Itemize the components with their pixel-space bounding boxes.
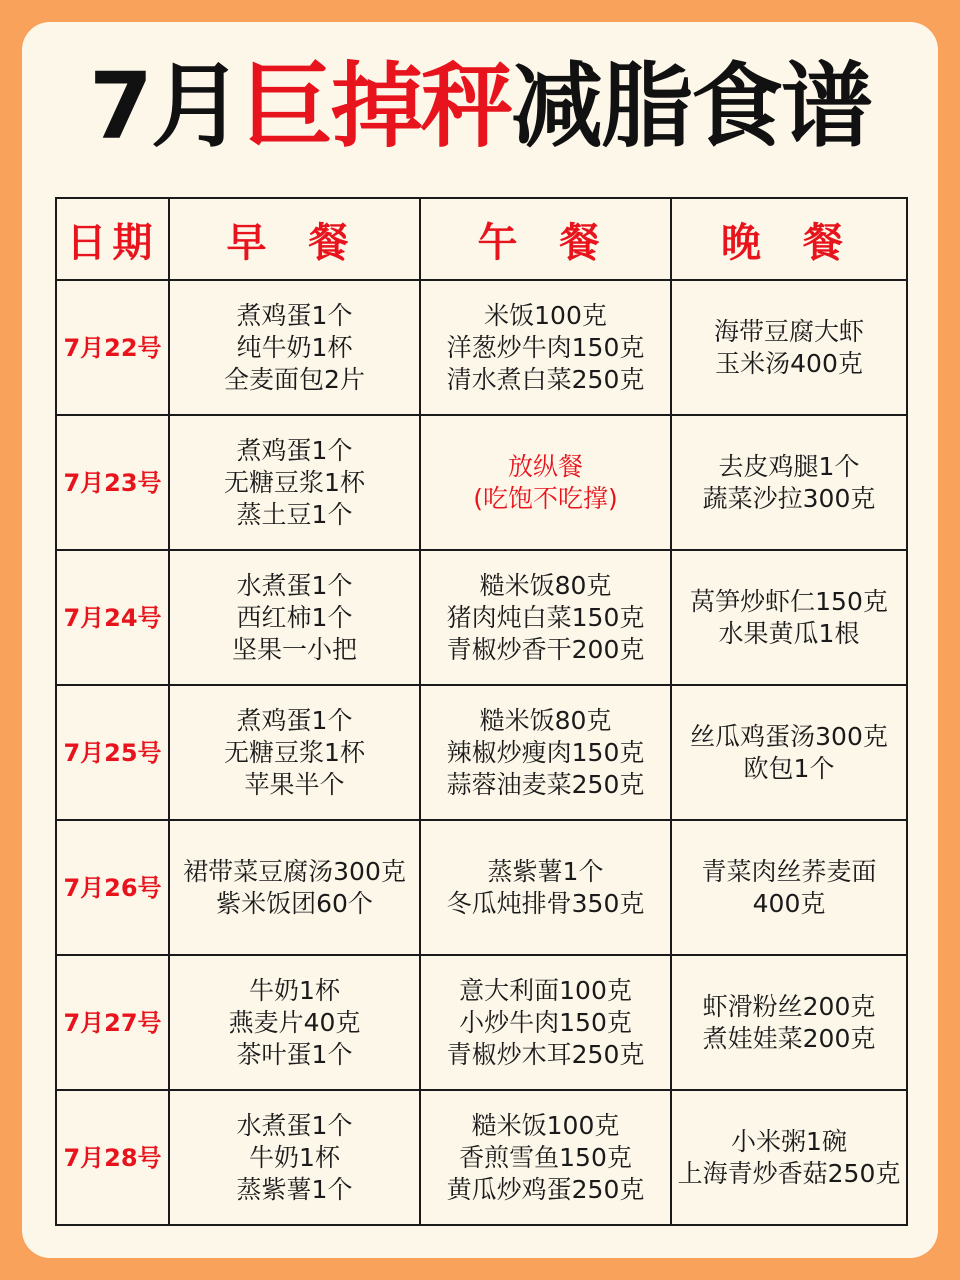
table-row <box>56 280 907 415</box>
breakfast-item: 蒸紫薯1个 <box>236 1174 353 1204</box>
breakfast-cell <box>169 550 420 685</box>
lunch-item: 青椒炒木耳250克 <box>446 1039 645 1069</box>
header-lunch: 午 餐 <box>420 198 671 280</box>
breakfast-item: 坚果一小把 <box>231 634 357 664</box>
breakfast-item: 蒸土豆1个 <box>236 499 353 529</box>
date-cell: 7月27号 <box>56 955 169 1090</box>
lunch-item: 糙米饭80克 <box>479 570 612 600</box>
dinner-cell <box>671 820 907 955</box>
breakfast-item: 裙带菜豆腐汤300克 <box>183 856 406 886</box>
dinner-item: 蔬菜沙拉300克 <box>702 483 876 513</box>
dinner-cell <box>671 280 907 415</box>
breakfast-item: 西红柿1个 <box>236 602 353 632</box>
breakfast-item: 全麦面包2片 <box>224 364 365 394</box>
breakfast-cell <box>169 820 420 955</box>
header-dinner: 晚 餐 <box>671 198 907 280</box>
lunch-item: (吃饱不吃撑) <box>473 483 618 513</box>
dinner-cell <box>671 415 907 550</box>
header-breakfast: 早 餐 <box>169 198 420 280</box>
lunch-item: 糙米饭80克 <box>479 705 612 735</box>
table-row <box>56 955 907 1090</box>
breakfast-item: 煮鸡蛋1个 <box>236 705 353 735</box>
dinner-cell <box>671 550 907 685</box>
dinner-item: 青菜肉丝荞麦面 <box>701 856 877 886</box>
lunch-item: 清水煮白菜250克 <box>446 364 645 394</box>
lunch-cell <box>420 550 671 685</box>
title-suffix: 减脂食谱 <box>511 53 872 160</box>
dinner-item: 水果黄瓜1根 <box>718 618 860 648</box>
date-cell: 7月23号 <box>56 415 169 550</box>
lunch-item: 意大利面100克 <box>459 975 632 1005</box>
lunch-item: 蒸紫薯1个 <box>487 856 604 886</box>
lunch-item: 放纵餐 <box>507 451 583 481</box>
lunch-cell <box>420 280 671 415</box>
lunch-cell <box>420 415 671 550</box>
lunch-item: 冬瓜炖排骨350克 <box>446 888 645 918</box>
table-row <box>56 685 907 820</box>
dinner-item: 上海青炒香菇250克 <box>677 1158 901 1188</box>
breakfast-item: 牛奶1杯 <box>249 1142 340 1172</box>
dinner-item: 去皮鸡腿1个 <box>718 451 860 481</box>
dinner-item: 400克 <box>752 888 826 918</box>
breakfast-item: 无糖豆浆1杯 <box>224 737 365 767</box>
breakfast-item: 牛奶1杯 <box>249 975 340 1005</box>
lunch-item: 蒜蓉油麦菜250克 <box>446 769 645 799</box>
breakfast-item: 无糖豆浆1杯 <box>224 467 365 497</box>
dinner-item: 海带豆腐大虾 <box>713 316 864 346</box>
breakfast-item: 煮鸡蛋1个 <box>236 300 353 330</box>
dinner-item: 丝瓜鸡蛋汤300克 <box>690 721 888 751</box>
dinner-cell <box>671 1090 907 1225</box>
lunch-item: 辣椒炒瘦肉150克 <box>446 737 645 767</box>
meal-plan-table <box>55 197 908 1226</box>
breakfast-cell <box>169 1090 420 1225</box>
breakfast-item: 煮鸡蛋1个 <box>236 435 353 465</box>
dinner-cell <box>671 685 907 820</box>
breakfast-cell <box>169 955 420 1090</box>
breakfast-item: 水煮蛋1个 <box>236 1110 353 1140</box>
dinner-item: 莴笋炒虾仁150克 <box>690 586 888 616</box>
lunch-cell <box>420 685 671 820</box>
date-cell: 7月28号 <box>56 1090 169 1225</box>
breakfast-cell <box>169 685 420 820</box>
dinner-item: 玉米汤400克 <box>715 348 863 378</box>
breakfast-cell <box>169 415 420 550</box>
lunch-item: 猪肉炖白菜150克 <box>446 602 645 632</box>
lunch-item: 米饭100克 <box>484 300 607 330</box>
date-cell: 7月26号 <box>56 820 169 955</box>
title-prefix: 7月 <box>88 53 241 160</box>
lunch-cell <box>420 955 671 1090</box>
breakfast-item: 紫米饭团60个 <box>216 888 373 918</box>
dinner-cell <box>671 955 907 1090</box>
dinner-item: 小米粥1碗 <box>731 1126 847 1156</box>
table-row <box>56 415 907 550</box>
dinner-item: 欧包1个 <box>743 753 835 783</box>
breakfast-cell <box>169 280 420 415</box>
header-date: 日期 <box>56 198 169 280</box>
table-row <box>56 1090 907 1225</box>
lunch-item: 小炒牛肉150克 <box>459 1007 632 1037</box>
dinner-item: 虾滑粉丝200克 <box>702 991 876 1021</box>
breakfast-item: 水煮蛋1个 <box>236 570 353 600</box>
date-cell: 7月24号 <box>56 550 169 685</box>
table-header-row <box>56 198 907 280</box>
breakfast-item: 燕麦片40克 <box>228 1007 361 1037</box>
lunch-cell <box>420 1090 671 1225</box>
title-highlight: 巨掉秤 <box>240 53 511 160</box>
lunch-item: 糙米饭100克 <box>471 1110 620 1140</box>
lunch-item: 洋葱炒牛肉150克 <box>446 332 645 362</box>
lunch-item: 黄瓜炒鸡蛋250克 <box>446 1174 645 1204</box>
breakfast-item: 茶叶蛋1个 <box>236 1039 353 1069</box>
table-row <box>56 820 907 955</box>
lunch-cell <box>420 820 671 955</box>
table-row <box>56 550 907 685</box>
lunch-item: 香煎雪鱼150克 <box>459 1142 632 1172</box>
page-title <box>0 52 960 162</box>
date-cell: 7月25号 <box>56 685 169 820</box>
lunch-item: 青椒炒香干200克 <box>446 634 645 664</box>
table-body <box>56 280 907 1225</box>
breakfast-item: 苹果半个 <box>244 769 345 799</box>
dinner-item: 煮娃娃菜200克 <box>702 1023 876 1053</box>
breakfast-item: 纯牛奶1杯 <box>236 332 353 362</box>
date-cell: 7月22号 <box>56 280 169 415</box>
